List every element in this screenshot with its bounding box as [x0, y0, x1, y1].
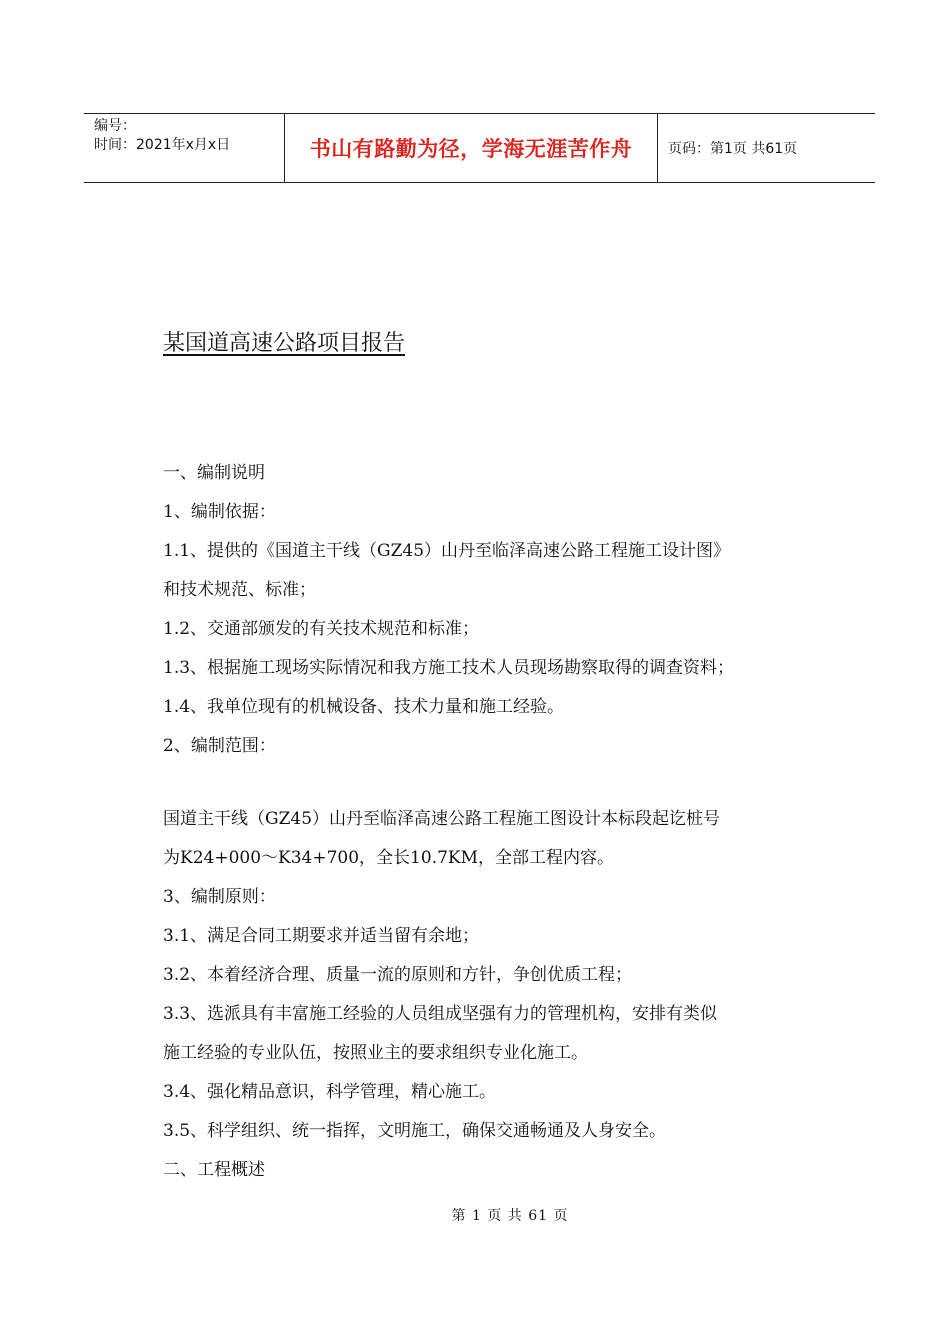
- document-header: [84, 113, 875, 183]
- section-heading: 一、编制说明: [163, 463, 265, 483]
- body-line: 1.2、交通部颁发的有关技术规范和标准；: [163, 619, 480, 639]
- body-line: 3.4、强化精品意识，科学管理，精心施工。: [163, 1082, 497, 1102]
- body-line: 3.5、科学组织、统一指挥，文明施工，确保交通畅通及人身安全。: [163, 1121, 667, 1141]
- header-motto: 书山有路勤为径，学海无涯苦作舟: [285, 114, 658, 182]
- header-meta: [84, 114, 285, 182]
- section-heading: 二、工程概述: [163, 1160, 265, 1180]
- body-line: 和技术规范、标准；: [163, 580, 316, 600]
- body-line: 1.3、根据施工现场实际情况和我方施工技术人员现场勘察取得的调查资料；: [163, 658, 735, 678]
- body-line: 3.3、选派具有丰富施工经验的人员组成坚强有力的管理机构，安排有类似: [163, 1004, 718, 1024]
- body-line: 为K24+000～K34+700，全长10.7KM，全部工程内容。: [163, 848, 615, 868]
- serial-label: 编号：: [94, 118, 136, 134]
- subsection-heading: 2、编制范围：: [163, 736, 276, 756]
- document-body: [163, 454, 803, 1190]
- body-line: 1.4、我单位现有的机械设备、技术力量和施工经验。: [163, 697, 565, 717]
- body-line: 1.1、提供的《国道主干线（GZ45）山丹至临泽高速公路工程施工设计图》: [163, 541, 731, 561]
- time-label: 时间：2021年x月x日: [94, 137, 231, 153]
- page-footer: 第 1 页 共 61 页: [451, 1208, 569, 1224]
- header-page-info: 页码：第1页 共61页: [668, 141, 798, 157]
- body-line: 3.2、本着经济合理、质量一流的原则和方针，争创优质工程；: [163, 965, 633, 985]
- subsection-heading: 1、编制依据：: [163, 502, 276, 522]
- body-line: 3.1、满足合同工期要求并适当留有余地；: [163, 926, 480, 946]
- body-line: 国道主干线（GZ45）山丹至临泽高速公路工程施工图设计本标段起讫桩号: [163, 809, 721, 829]
- paragraph-gap: [163, 766, 803, 800]
- body-line: 施工经验的专业队伍，按照业主的要求组织专业化施工。: [163, 1043, 588, 1063]
- document-title: 某国道高速公路项目报告: [163, 331, 406, 356]
- subsection-heading: 3、编制原则：: [163, 887, 276, 907]
